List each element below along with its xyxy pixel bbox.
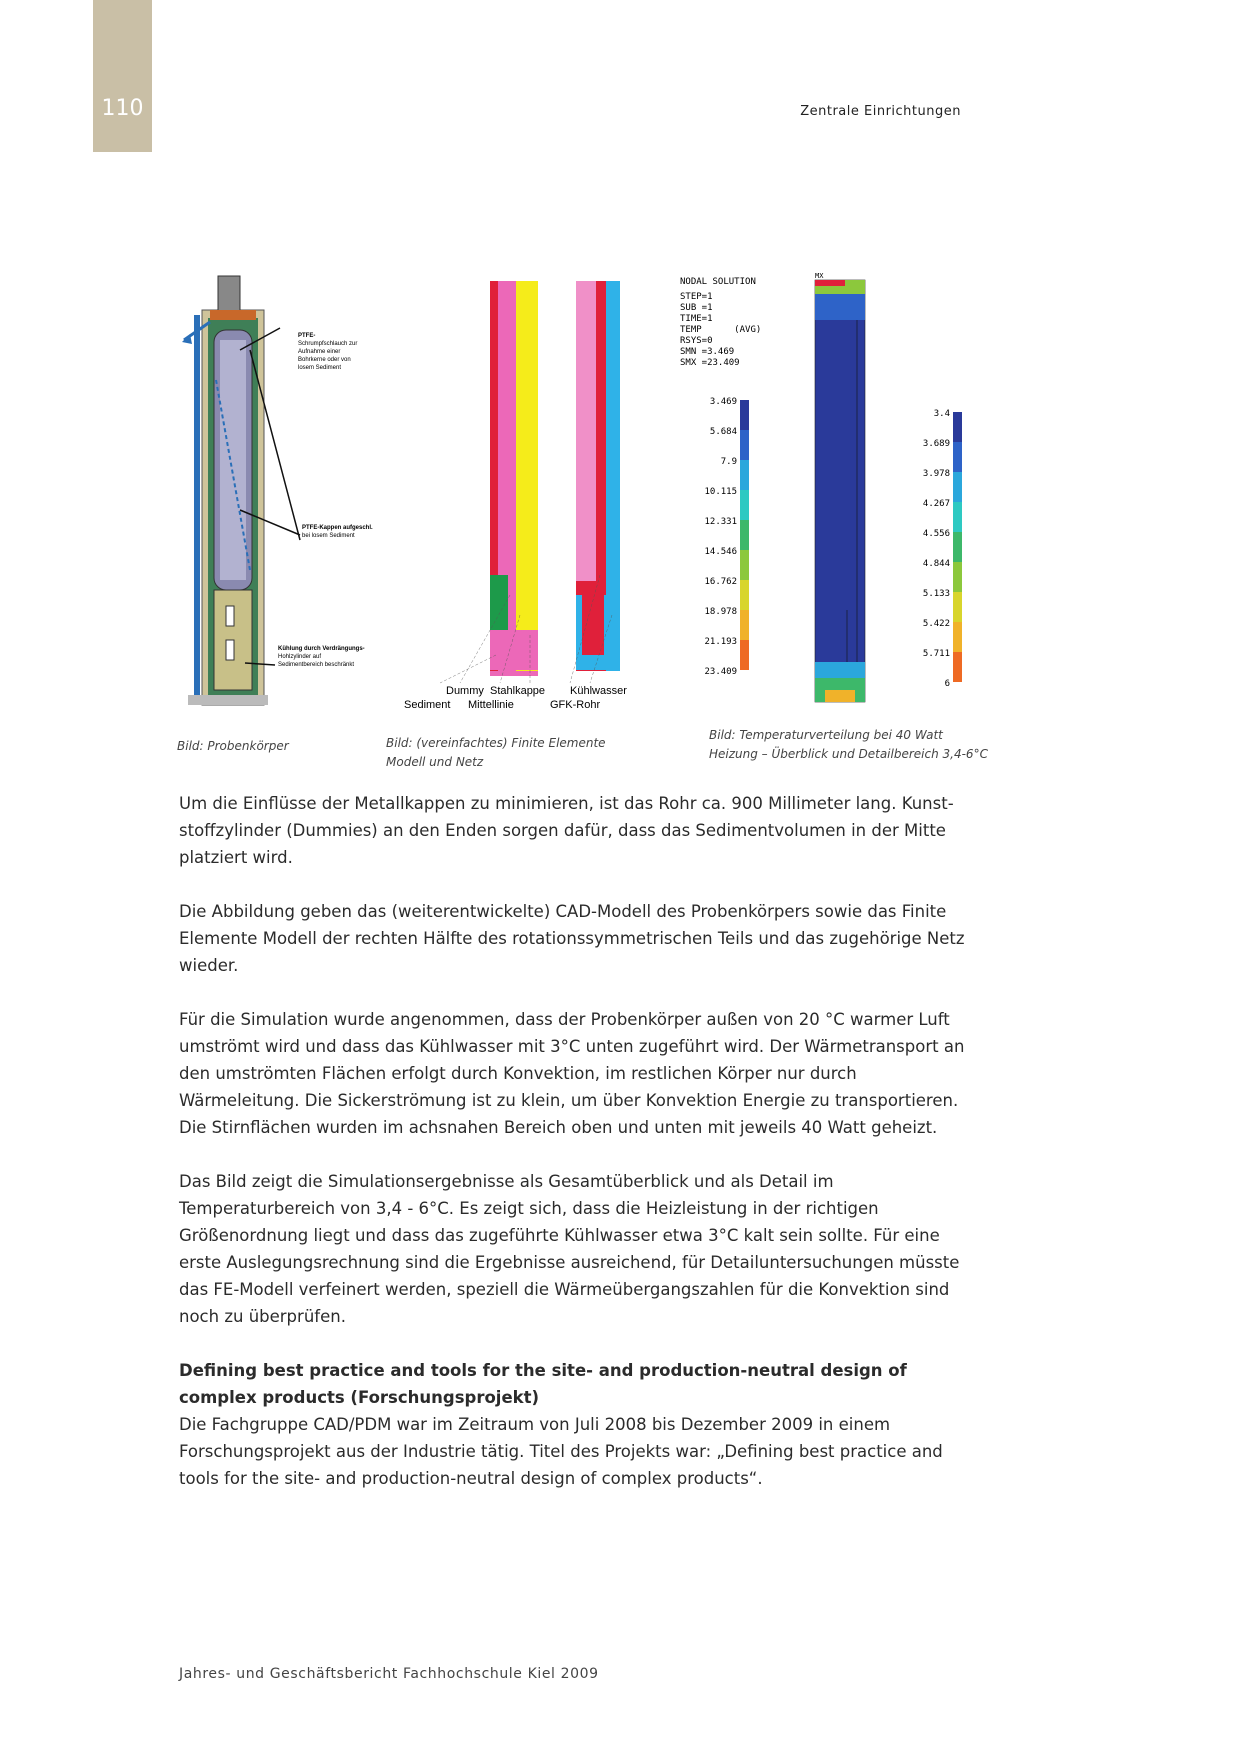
- figure-probenkoerper: [180, 270, 400, 710]
- running-head: Zentrale Einrichtungen: [800, 104, 961, 119]
- legend-value: 23.409: [704, 667, 737, 677]
- legend-value: 4.844: [922, 559, 950, 569]
- caption-temperaturverteilung: Bild: Temperaturverteilung bei 40 Watt Heizung – Überblick und Detailbereich 3,4-6°C: [709, 728, 988, 761]
- legend-swatch: [740, 610, 749, 640]
- annotation-line: Kühlung durch Verdrängungs-: [278, 646, 365, 652]
- legend-value: 12.331: [704, 517, 737, 527]
- legend-swatch: [740, 550, 749, 580]
- svg-text:SMX =23.409: SMX =23.409: [680, 358, 740, 368]
- annotation-line: bei losem Sediment: [302, 533, 355, 539]
- legend-value: 5.711: [922, 649, 950, 659]
- svg-text:TEMP (AVG): TEMP (AVG): [680, 325, 762, 335]
- legend-swatch: [953, 532, 962, 562]
- legend-swatch: [953, 472, 962, 502]
- svg-text:SMN =3.469: SMN =3.469: [680, 347, 735, 357]
- annotation-line: Sedimentbereich beschränkt: [278, 662, 355, 668]
- svg-text:RSYS=0: RSYS=0: [680, 336, 713, 346]
- legend-value: 21.193: [704, 637, 737, 647]
- section-heading: Defining best practice and tools for the site- and production-neutral design of complex products (Forschungsprojekt): [179, 1361, 907, 1407]
- legend-swatch: [740, 400, 749, 430]
- label-gfk-rohr: GFK-Rohr: [550, 699, 601, 711]
- legend-swatch: [953, 502, 962, 532]
- legend-value: 4.267: [922, 499, 950, 509]
- annotation-line: PTFE-Kappen aufgeschl.: [302, 525, 373, 531]
- annotation-line: Schrumpfschlauch zur: [298, 341, 358, 347]
- caption-fe-modell: Bild: (vereinfachtes) Finite Elemente Modell und Netz: [386, 736, 606, 769]
- paragraph: Für die Simulation wurde angenommen, dass der Probenkörper außen von 20 °C warmer Luft umströmt wird und dass das Kühlwasser mit 3°C unten zugeführt wird. Der Wärmetransport an den umströmten Flächen erfolgt durch Konvektion, im restlichen Körper nur durch Wärmeleitung. Die Sickerströmung ist zu klein, um über Konvektion Energie zu transportieren. Die Stirnflächen wurden im achsnahen Bereich oben und unten mit jeweils 40 Watt geheizt.: [179, 1010, 965, 1137]
- legend-swatch: [740, 430, 749, 460]
- legend-value: 18.978: [704, 607, 737, 617]
- legend-value: 3.469: [709, 397, 737, 407]
- mx-label: MX: [815, 272, 824, 280]
- label-kuehlwasser: Kühlwasser: [570, 685, 627, 697]
- label-mittellinie: Mittellinie: [468, 699, 514, 711]
- legend-swatch: [740, 640, 749, 670]
- figure-temperaturverteilung: [675, 270, 975, 710]
- legend-value: 3.978: [922, 469, 950, 479]
- caption-probenkoerper: Bild: Probenkörper: [177, 739, 289, 753]
- nodal-header: NODAL SOLUTION: [680, 277, 756, 287]
- legend-right: [923, 409, 962, 689]
- annotation-line: losem Sediment: [298, 365, 342, 371]
- label-sediment: Sediment: [404, 699, 451, 711]
- figure-fe-modell: [400, 275, 640, 715]
- legend-swatch: [953, 592, 962, 622]
- paragraph: Die Abbildung geben das (weiterentwickelte) CAD-Modell des Probenkörpers sowie das Finite Elemente Modell der rechten Hälfte des rotationssymmetrischen Teils und das zugehörige Netz wieder.: [179, 902, 965, 975]
- legend-value: 5.133: [922, 589, 950, 599]
- legend-swatch: [740, 580, 749, 610]
- label-stahlkappe: Stahlkappe: [490, 685, 546, 697]
- label-dummy: Dummy: [446, 685, 484, 697]
- legend-swatch: [953, 412, 962, 442]
- annotation-line: Aufnahme einer: [298, 349, 341, 355]
- legend-swatch: [740, 520, 749, 550]
- legend-swatch: [953, 442, 962, 472]
- legend-value: 10.115: [704, 487, 737, 497]
- page-number-tab: [93, 0, 152, 152]
- svg-text:STEP=1: STEP=1: [680, 292, 713, 302]
- paragraph: Das Bild zeigt die Simulationsergebnisse als Gesamtüberblick und als Detail im Temperaturbereich von 3,4 - 6°C. Es zeigt sich, dass die Heizleistung in der richtigen Größenordnung liegt und dass das zugeführte Kühlwasser etwa 3°C kalt sein sollte. Für eine erste Auslegungsrechnung sind die Ergebnisse ausreichend, für Detailuntersuchungen müsste das FE-Modell verfeinert werden, speziell die Wärmeübergangszahlen für die Konvektion sind noch zu überprüfen.: [179, 1172, 960, 1326]
- svg-text:TIME=1: TIME=1: [680, 314, 713, 324]
- body-text: [179, 790, 969, 1519]
- page-number: 110: [101, 96, 144, 121]
- footer: Jahres- und Geschäftsbericht Fachhochschule Kiel 2009: [179, 1666, 599, 1682]
- legend-value: 5.422: [922, 619, 950, 629]
- legend-value: 4.556: [922, 529, 950, 539]
- legend-swatch: [953, 622, 962, 652]
- annotation-line: Hohlzylinder auf: [278, 654, 322, 660]
- legend-swatch: [740, 460, 749, 490]
- legend-value: 5.684: [709, 427, 737, 437]
- paragraph: Die Fachgruppe CAD/PDM war im Zeitraum von Juli 2008 bis Dezember 2009 in einem Forschungsprojekt aus der Industrie tätig. Titel des Projekts war: „Defining best practice and tools for the site- and production-neutral design of complex products“.: [179, 1415, 943, 1488]
- svg-text:SUB =1: SUB =1: [680, 303, 713, 313]
- legend-value: 3.689: [922, 439, 950, 449]
- legend-swatch: [953, 562, 962, 592]
- legend-value: 3.4: [933, 409, 950, 419]
- legend-swatch: [740, 490, 749, 520]
- legend-value: 7.9: [720, 457, 737, 467]
- legend-value: 14.546: [704, 547, 737, 557]
- legend-value: 6: [944, 679, 950, 689]
- annotation-ptfe: PTFE-: [298, 333, 316, 339]
- legend-value: 16.762: [704, 577, 737, 587]
- legend-left: [704, 397, 749, 677]
- temperature-field: [815, 280, 865, 702]
- legend-swatch: [953, 652, 962, 682]
- paragraph: Um die Einflüsse der Metallkappen zu minimieren, ist das Rohr ca. 900 Millimeter lang. Kunststoffzylinder (Dummies) an den Enden sorgen dafür, dass das Sedimentvolumen in der Mitte platziert wird.: [179, 794, 954, 867]
- annotation-line: Bohrkerne oder von: [298, 357, 351, 363]
